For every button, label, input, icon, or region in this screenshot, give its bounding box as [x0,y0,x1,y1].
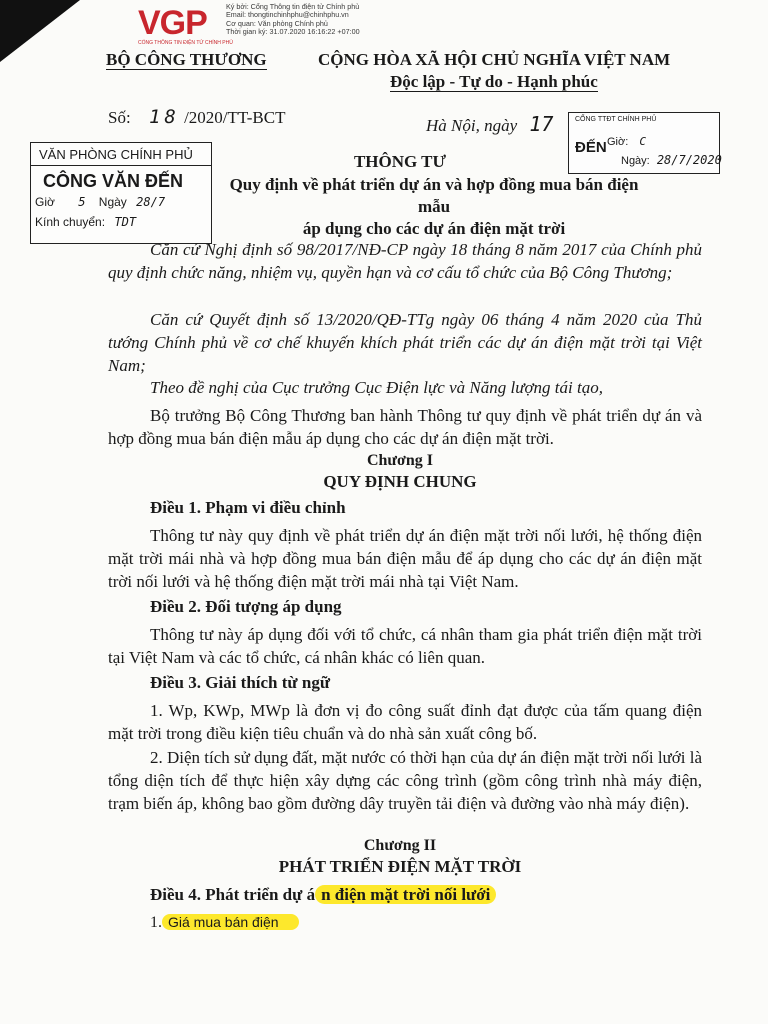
signature-agency: Cơ quan: Văn phòng Chính phủ [226,18,328,28]
vgp-logo [138,4,233,48]
portal-stamp-top: CỔNG TTĐT CHÍNH PHỦ [575,116,657,123]
signature-signer: Ký bởi: Cổng Thông tin điện tử Chính phủ [226,2,360,11]
chapter-2-label: Chương II [363,837,437,854]
article-2-title: Điều 2. Đối tượng áp dụng [150,597,342,616]
office-stamp-time: Giờ 5 Ngày 28/7 [35,195,166,209]
document-type: THÔNG TƯ [353,152,447,171]
scan-corner-mark [0,0,80,62]
office-stamp-incoming: CÔNG VĂN ĐẾN [31,165,211,192]
country-name: CỘNG HÒA XÃ HỘI CHỦ NGHĨA VIỆT NAM [318,50,671,69]
date-day-handwritten: 17 [529,112,554,136]
portal-stamp-time: Giờ: C [607,135,646,148]
document-number-handwritten: 18 [148,106,180,128]
article-2-text: Thông tư này áp dụng đối với tổ chức, cá nhân tham gia phát triển điện mặt trời tại Việt Nam và các tổ chức, cá nhân khác có liên quan. [108,625,702,667]
place-date: Hà Nội, ngày 17 [426,112,554,136]
ministry-name: BỘ CÔNG THƯƠNG [106,50,267,69]
portal-received-stamp [568,112,720,174]
document-number: Số: 18 /2020/TT-BCT [108,106,286,128]
vgp-logo-subtext: CỔNG THÔNG TIN ĐIỆN TỬ CHÍNH PHỦ [138,40,233,46]
office-stamp-forward: Kính chuyển: TDT [35,215,137,229]
preamble-proposal: Theo đề nghị của Cục trưởng Cục Điện lực và Năng lượng tái tạo, [150,378,603,397]
chapter-2-title: PHÁT TRIỂN ĐIỆN MẶT TRỜI [278,857,522,876]
office-stamp-name: VĂN PHÒNG CHÍNH PHỦ [39,147,193,162]
digital-signature [226,3,360,37]
enactment-clause: Bộ trưởng Bộ Công Thương ban hành Thông tư quy định về phát triển dự án và hợp đồng mua bán điện mẫu áp dụng cho các dự án điện mặt trời. [108,406,702,448]
article-1-title: Điều 1. Phạm vi điều chỉnh [150,498,346,517]
article-3-item-2: 2. Diện tích sử dụng đất, mặt nước có thời hạn của dự án điện mặt trời nối lưới là tổng diện tích để thực hiện xây dựng các công trình (gồm công trình nhà máy điện, trạm biến áp, không bao gồm đường dây truyền tải điện và đường vào nhà máy điện). [108,748,703,813]
vgp-logo-text: VGP [138,4,207,42]
document-subject: Quy định về phát triển dự án và hợp đồng mua bán điện mẫu áp dụng cho các dự án điện mặt trời [229,175,639,238]
national-motto: Độc lập - Tự do - Hạnh phúc [390,72,598,91]
preamble-decree: Căn cứ Nghị định số 98/2017/NĐ-CP ngày 18 tháng 8 năm 2017 của Chính phủ quy định chức năng, nhiệm vụ, quyền hạn và cơ cấu tổ chức của Bộ Công Thương; [108,240,702,282]
signature-email: Email: thongtinchinhphu@chinhphu.vn [226,10,349,20]
office-received-stamp [30,142,212,244]
preamble-decision: Căn cứ Quyết định số 13/2020/QĐ-TTg ngày 06 tháng 4 năm 2020 của Thủ tướng Chính phủ về cơ chế khuyến khích phát triển các dự án điện mặt trời tại Việt Nam; [108,310,702,375]
portal-stamp-incoming: ĐẾN [575,139,607,156]
article-4-item-1: 1. Giá mua bán điện [150,914,299,932]
article-3-title: Điều 3. Giải thích từ ngữ [150,673,331,692]
article-4-title-highlight: n điện mặt trời nối lưới [315,885,496,904]
article-4-item-1-highlight: Giá mua bán điện [162,914,299,930]
chapter-1-label: Chương I [366,452,434,469]
chapter-1-title: QUY ĐỊNH CHUNG [323,472,477,491]
portal-stamp-date: Ngày: 28/7/2020 [621,153,722,167]
signature-time: Thời gian ký: 31.07.2020 16:16:22 +07:00 [226,27,360,37]
article-3-item-1: 1. Wp, KWp, MWp là đơn vị đo công suất đỉnh đạt được của tấm quang điện mặt trời trong điều kiện tiêu chuẩn và do nhà sản xuất công bố. [108,701,702,743]
article-4-title: Điều 4. Phát triển dự á n điện mặt trời nối lưới [150,885,496,905]
article-1-text: Thông tư này quy định về phát triển dự án điện mặt trời nối lưới, hệ thống điện mặt trời mái nhà và hợp đồng mua bán điện mẫu để áp dụng cho các dự án điện mặt trời nối lưới và hệ thống điện mặt trời mái nhà tại Việt Nam. [108,526,702,591]
